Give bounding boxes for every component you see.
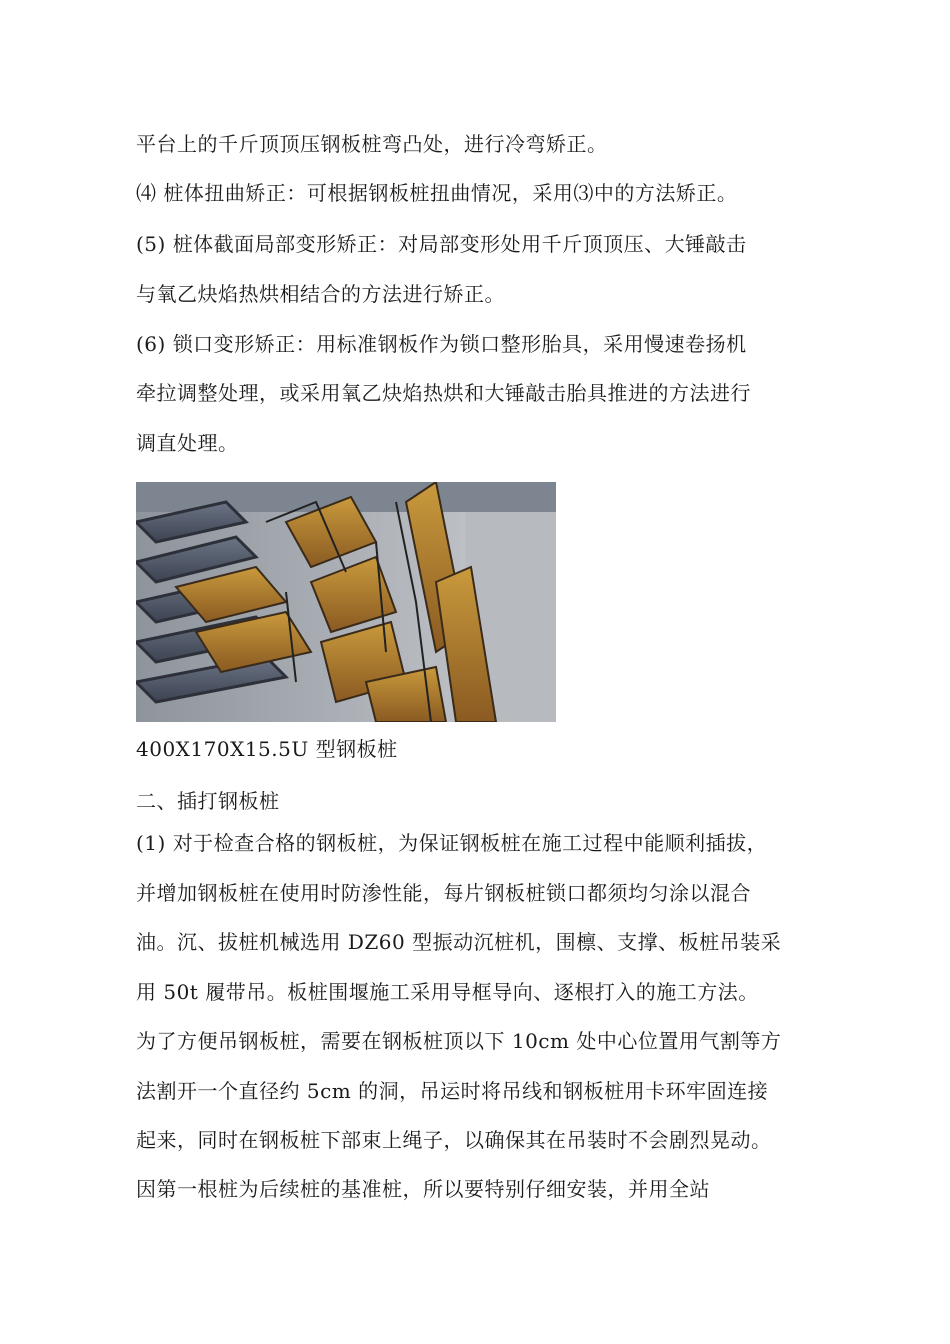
- paragraph-line: (1) 对于检查合格的钢板桩，为保证钢板桩在施工过程中能顺利插拔，: [136, 831, 768, 855]
- paragraph-line: 并增加钢板桩在使用时防渗性能，每片钢板桩锁口都须均匀涂以混合: [136, 881, 751, 905]
- paragraph-line: 与氧乙炔焰热烘相结合的方法进行矫正。: [136, 282, 505, 306]
- paragraph-line: 平台上的千斤顶顶压钢板桩弯凸处，进行冷弯矫正。: [136, 132, 608, 156]
- paragraph-line: 牵拉调整处理，或采用氧乙炔焰热烘和大锤敲击胎具推进的方法进行: [136, 381, 751, 405]
- paragraph-line: 起来，同时在钢板桩下部束上绳子，以确保其在吊装时不会剧烈晃动。: [136, 1128, 772, 1152]
- paragraph-line: (6) 锁口变形矫正：用标准钢板作为锁口整形胎具，采用慢速卷扬机: [136, 332, 747, 356]
- paragraph-line: 用 50t 履带吊。板桩围堰施工采用导框导向、逐根打入的施工方法。: [136, 980, 759, 1004]
- steel-sheet-pile-photo: [136, 482, 556, 722]
- figure-caption: 400X170X15.5U 型钢板桩: [136, 737, 398, 761]
- paragraph-line: 法割开一个直径约 5cm 的洞，吊运时将吊线和钢板桩用卡环牢固连接: [136, 1079, 769, 1103]
- paragraph-line: 调直处理。: [136, 431, 239, 455]
- paragraph-line: ⑷ 桩体扭曲矫正：可根据钢板桩扭曲情况，采用⑶中的方法矫正。: [136, 181, 738, 205]
- paragraph-line: 为了方便吊钢板桩，需要在钢板桩顶以下 10cm 处中心位置用气割等方: [136, 1029, 782, 1053]
- section-heading: 二、插打钢板桩: [136, 789, 280, 813]
- paragraph-line: 因第一根桩为后续桩的基准桩，所以要特别仔细安装，并用全站: [136, 1177, 710, 1201]
- paragraph-line: (5) 桩体截面局部变形矫正：对局部变形处用千斤顶顶压、大锤敲击: [136, 232, 747, 256]
- paragraph-line: 油。沉、拔桩机械选用 DZ60 型振动沉桩机，围檩、支撑、板桩吊装采: [136, 930, 782, 954]
